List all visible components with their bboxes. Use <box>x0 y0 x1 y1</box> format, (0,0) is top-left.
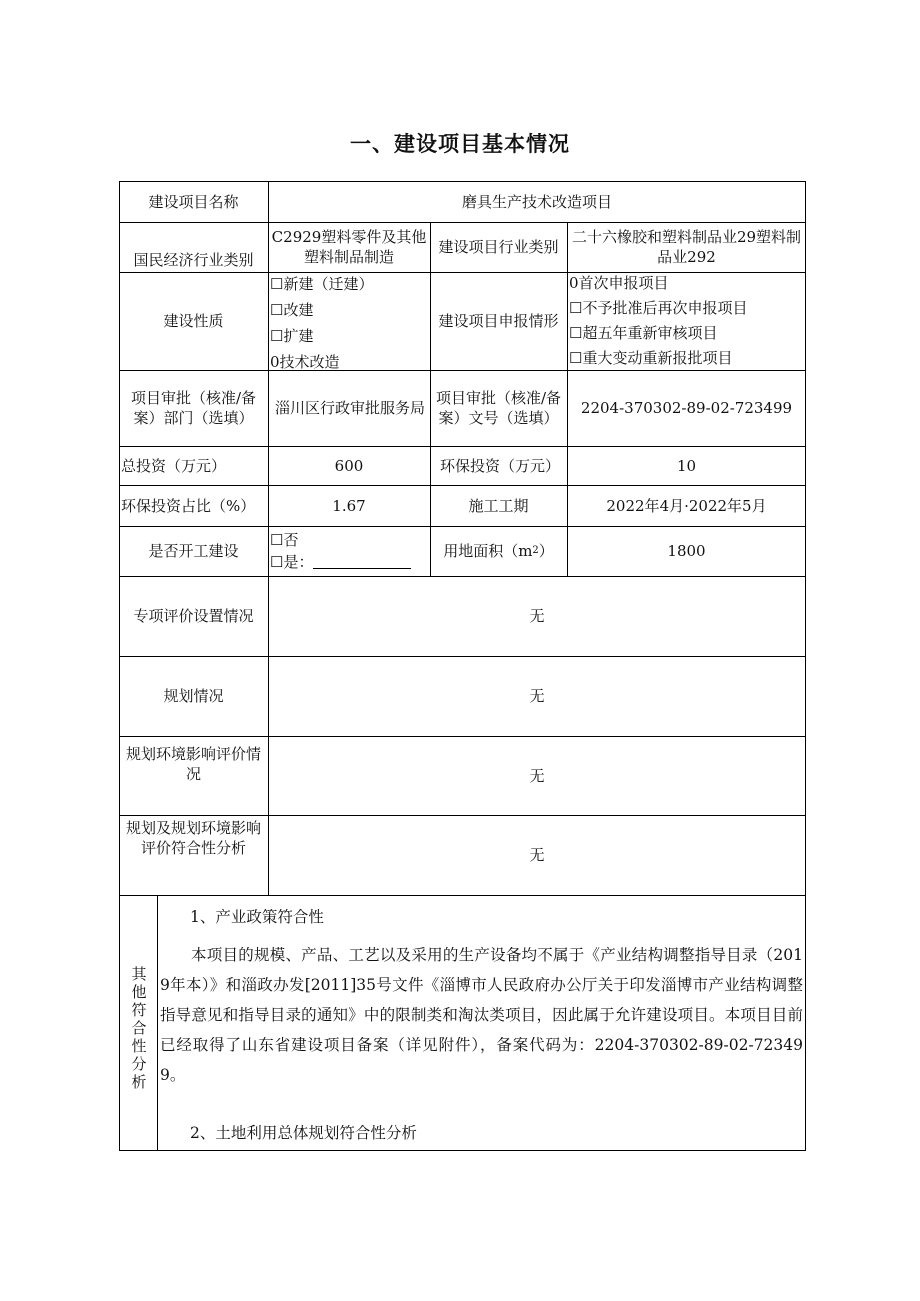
row-divider <box>119 895 806 896</box>
env-investment-label: 环保投资（万元） <box>440 456 561 475</box>
approval-number-label: 项目审批（核准/备案）文号（选填） <box>435 389 562 427</box>
start-date-blank[interactable] <box>313 554 411 569</box>
option-no[interactable]: ☐否 <box>270 531 299 549</box>
total-investment-label: 总投资（万元） <box>121 456 227 475</box>
construction-period-value: 2022年4月·2022年5月 <box>606 496 767 515</box>
option-expand[interactable]: ☐扩建 <box>270 327 314 345</box>
planning-env-value: 无 <box>529 766 545 785</box>
env-investment-ratio-value: 1.67 <box>332 496 366 515</box>
option-rebuild[interactable]: ☐改建 <box>270 301 314 319</box>
planning-conformity-value: 无 <box>529 846 545 864</box>
special-evaluation-label: 专项评价设置情况 <box>133 607 254 625</box>
planning-label: 规划情况 <box>163 687 224 705</box>
planning-value: 无 <box>529 687 545 705</box>
planning-conformity-label: 规划及规划环境影响评价符合性分析 <box>125 819 261 857</box>
option-major-change[interactable]: ☐重大变动重新报批项目 <box>569 349 733 367</box>
project-industry-label: 建设项目行业类别 <box>438 238 559 256</box>
option-redeclare[interactable]: ☐不予批准后再次申报项目 <box>569 299 748 317</box>
project-industry-value: 二十六橡胶和塑料制品业29塑料制品业292 <box>571 228 802 266</box>
industry-category-value: C2929塑料零件及其他塑料制品制造 <box>271 228 427 266</box>
declaration-type-options <box>569 272 804 370</box>
industry-policy-heading: 1、产业政策符合性 <box>190 908 324 926</box>
approval-department-value: 淄川区行政审批服务局 <box>274 399 425 417</box>
declaration-type-label: 建设项目申报情形 <box>438 312 559 330</box>
approval-number-value: 2204-370302-89-02-723499 <box>580 399 793 417</box>
option-first-declaration[interactable]: 0首次申报项目 <box>569 274 669 292</box>
industry-category-label: 国民经济行业类别 <box>133 251 254 269</box>
industry-policy-paragraph: 本项目的规模、产品、工艺以及采用的生产设备均不属于《产业结构调整指导目录（2019年本）》和淄政办发[2011]35号文件《淄博市人民政府办公厅关于印发淄博市产业结构调整指导意见和指导目录的通知》中的限制类和淘汰类项目，因此属于允许建设项目。本项目目前已经取得了山东省建设项目备案（详见附件），备案代码为：2204-370302-89-02-723499。 <box>160 946 803 1084</box>
other-conformity-label: 其 他 符 合 性 分 析 <box>131 965 147 1091</box>
land-area-label: 用地面积（m 2 ） <box>443 542 554 560</box>
page-title: 一、建设项目基本情况 <box>350 132 570 156</box>
land-use-heading: 2、土地利用总体规划符合性分析 <box>190 1124 417 1142</box>
land-area-value: 1800 <box>667 542 706 560</box>
project-name-value: 磨具生产技术改造项目 <box>461 192 612 211</box>
construction-started-options <box>270 526 428 576</box>
option-five-year-review[interactable]: ☐超五年重新审核项目 <box>569 324 718 342</box>
construction-started-label: 是否开工建设 <box>148 542 239 560</box>
total-investment-value: 600 <box>334 456 364 475</box>
construction-period-label: 施工工期 <box>468 496 529 515</box>
env-investment-value: 10 <box>676 456 697 475</box>
planning-env-label: 规划环境影响评价情况 <box>125 745 261 783</box>
option-new[interactable]: ☐新建（迁建） <box>270 275 374 293</box>
option-yes[interactable]: ☐是： <box>270 553 314 571</box>
approval-department-label: 项目审批（核准/备案）部门（选填） <box>130 389 257 427</box>
special-evaluation-value: 无 <box>529 607 545 625</box>
construction-nature-label: 建设性质 <box>163 312 224 330</box>
option-tech-upgrade[interactable]: 0技术改造 <box>270 353 340 371</box>
project-name-label: 建设项目名称 <box>148 192 239 211</box>
env-investment-ratio-label: 环保投资占比（%） <box>121 496 256 515</box>
construction-nature-options <box>270 272 428 370</box>
